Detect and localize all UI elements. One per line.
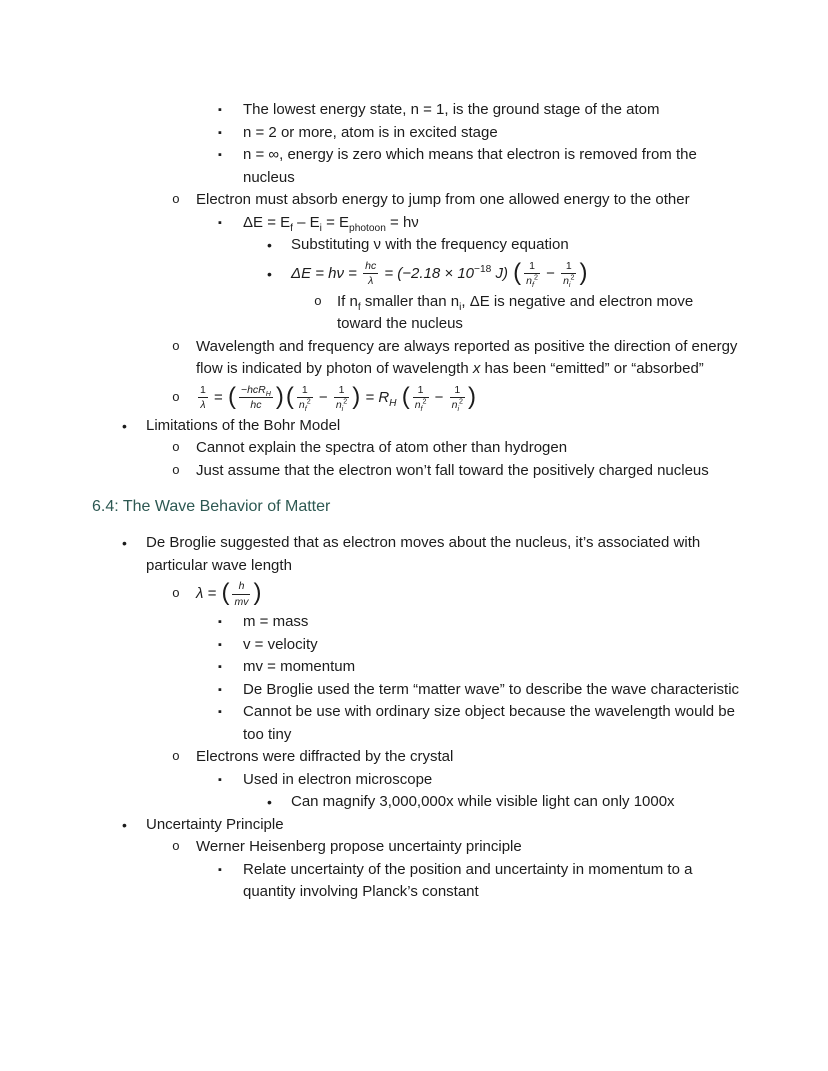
item-text: Relate uncertainty of the position and uncertainty in momentum to a quantity involving Planck’s constant [243,860,693,900]
fraction: $\frac{1}{\lambda}$ [200,383,206,411]
big-parenthesis: ( [221,579,230,607]
big-parenthesis: ) [579,258,588,286]
item-text: De Broglie suggested that as electron moves about the nucleus, it’s associated with particular wave length [146,534,701,574]
bullet-marker: • [267,237,272,253]
list-item [92,144,740,189]
item-text: n = 2 or more, atom is in excited stage [243,123,498,141]
list-item [92,791,740,814]
bullet-marker: • [122,417,127,434]
list-item [92,532,740,577]
notes-section-2 [92,532,740,904]
list-item [92,234,740,257]
list-item [92,634,740,657]
item-text: Limitations of the Bohr Model [146,416,341,434]
list-item [92,701,740,746]
fraction: $\frac{-hcR_H}{hc}$ [240,383,271,411]
bullet-marker: ▪ [218,683,222,696]
list-item [92,336,740,381]
notes-section-1 [92,99,740,482]
list-item [92,189,740,212]
list-item [92,814,740,837]
bullet-marker: o [172,749,180,764]
list-item [92,611,740,634]
list-item [92,769,740,792]
bullet-marker: ▪ [218,149,222,161]
fraction: $\frac{1}{n_f^2}$ [526,259,538,290]
item-text: Wavelength and frequency are always reported as positive the direction of energy flow is indicated by photon of wavelength x has been “emitted” or “absorbed” [196,337,738,377]
item-text: Used in electron microscope [243,770,433,788]
list-item [92,580,740,608]
item-text: m = mass [243,613,309,630]
list-item [92,836,740,859]
bullet-marker: o [314,293,322,309]
bullet-marker: ▪ [218,863,222,876]
bullet-marker: ▪ [218,661,222,673]
fraction: $\frac{1}{n_i^2}$ [451,383,464,414]
item-text: If $n_f$ smaller than $n_i$, ΔE is negative and electron move toward the nucleus [337,292,694,332]
bullet-marker: o [172,839,180,854]
list-item [92,291,740,336]
bullet-marker: o [172,389,180,405]
bullet-marker: ▪ [218,638,222,651]
item-text: The lowest energy state, n = 1, is the ground stage of the atom [243,101,660,118]
list-item [92,260,740,288]
big-parenthesis: ) [253,579,262,607]
big-parenthesis: ) [352,382,361,410]
bullet-marker: • [267,265,272,282]
item-text: Substituting ν with the frequency equation [291,236,569,253]
item-text: mv = momentum [243,658,356,675]
fraction: $\frac{1}{n_i^2}$ [335,383,348,414]
fraction: $\frac{1}{n_i^2}$ [563,259,575,290]
item-text: $\frac{1}{\lambda}$ = ( $\frac{-hcR_H}{hc}$ )( $\frac{1}{n_f^2}$ − $\frac{1}{n_i^2}$ ) = $R_H$ ( $\frac{1}{n_f^2}$ − $\frac{1}{n_i^2}$ ) [200,382,477,414]
fraction: $\frac{1}{n_f^2}$ [298,383,311,414]
bullet-marker: ▪ [218,216,222,229]
bullet-marker: ▪ [218,706,222,718]
item-text: Just assume that the electron won’t fall toward the positively charged nucleus [196,461,709,479]
item-text: Uncertainty Principle [146,815,284,833]
fraction: $\frac{hc}{\lambda}$ [365,259,377,287]
bullet-marker: • [122,816,127,833]
big-parenthesis: ( [227,382,236,410]
big-parenthesis: ( [285,382,294,410]
item-text: Electrons were diffracted by the crystal [196,748,454,765]
bullet-marker: ▪ [218,773,222,786]
bullet-marker: o [172,338,180,354]
section-heading: 6.4: The Wave Behavior of Matter [92,498,331,515]
item-text: Electron must absorb energy to jump from one allowed energy to the other [196,191,690,208]
item-text: Werner Heisenberg propose uncertainty principle [196,838,522,855]
list-item [92,859,740,904]
bullet-marker: ▪ [218,126,222,139]
item-text: De Broglie used the term “matter wave” to describe the wave characteristic [243,680,740,698]
bullet-marker: • [122,535,127,551]
fraction: $\frac{1}{n_f^2}$ [414,383,427,414]
bullet-marker: o [172,462,180,478]
big-parenthesis: ) [275,382,284,410]
item-text: Cannot be use with ordinary size object because the wavelength would be too tiny [243,703,735,743]
list-item [92,384,740,412]
fraction: $\frac{h}{mv}$ [234,580,249,608]
big-parenthesis: ) [468,382,477,410]
bullet-marker: • [267,794,272,810]
item-text: ΔE = hν = $\frac{hc}{\lambda}$ = ($-2.18 \times 10^{-18}$ J) ( $\frac{1}{n_f^2}$ − $\frac{1}{n_i^2}$ ) [291,258,588,290]
big-parenthesis: ( [513,258,522,286]
item-text: Can magnify 3,000,000x while visible light can only 1000x [291,793,675,810]
item-text: Cannot explain the spectra of atom other than hydrogen [196,439,568,456]
item-text: v = velocity [243,635,318,653]
list-item [92,746,740,769]
bullet-marker: o [172,586,180,601]
big-parenthesis: ( [401,382,410,410]
list-item [92,656,740,679]
item-text: $\Delta E = E_f - E_i = E_{photoon} = h\nu$ [243,213,419,234]
bullet-marker: o [172,192,180,207]
item-text: n = ∞, energy is zero which means that electron is removed from the nucleus [243,146,697,186]
list-item [92,460,740,483]
bullet-marker: o [172,440,180,455]
list-item [92,212,740,235]
list-item [92,122,740,145]
list-item [92,99,740,122]
list-item [92,415,740,438]
bullet-marker: ▪ [218,104,222,116]
list-item [92,437,740,460]
list-item [92,679,740,702]
bullet-marker: ▪ [218,616,222,628]
item-text: λ = ( $\frac{h}{mv}$ ) [196,579,262,608]
